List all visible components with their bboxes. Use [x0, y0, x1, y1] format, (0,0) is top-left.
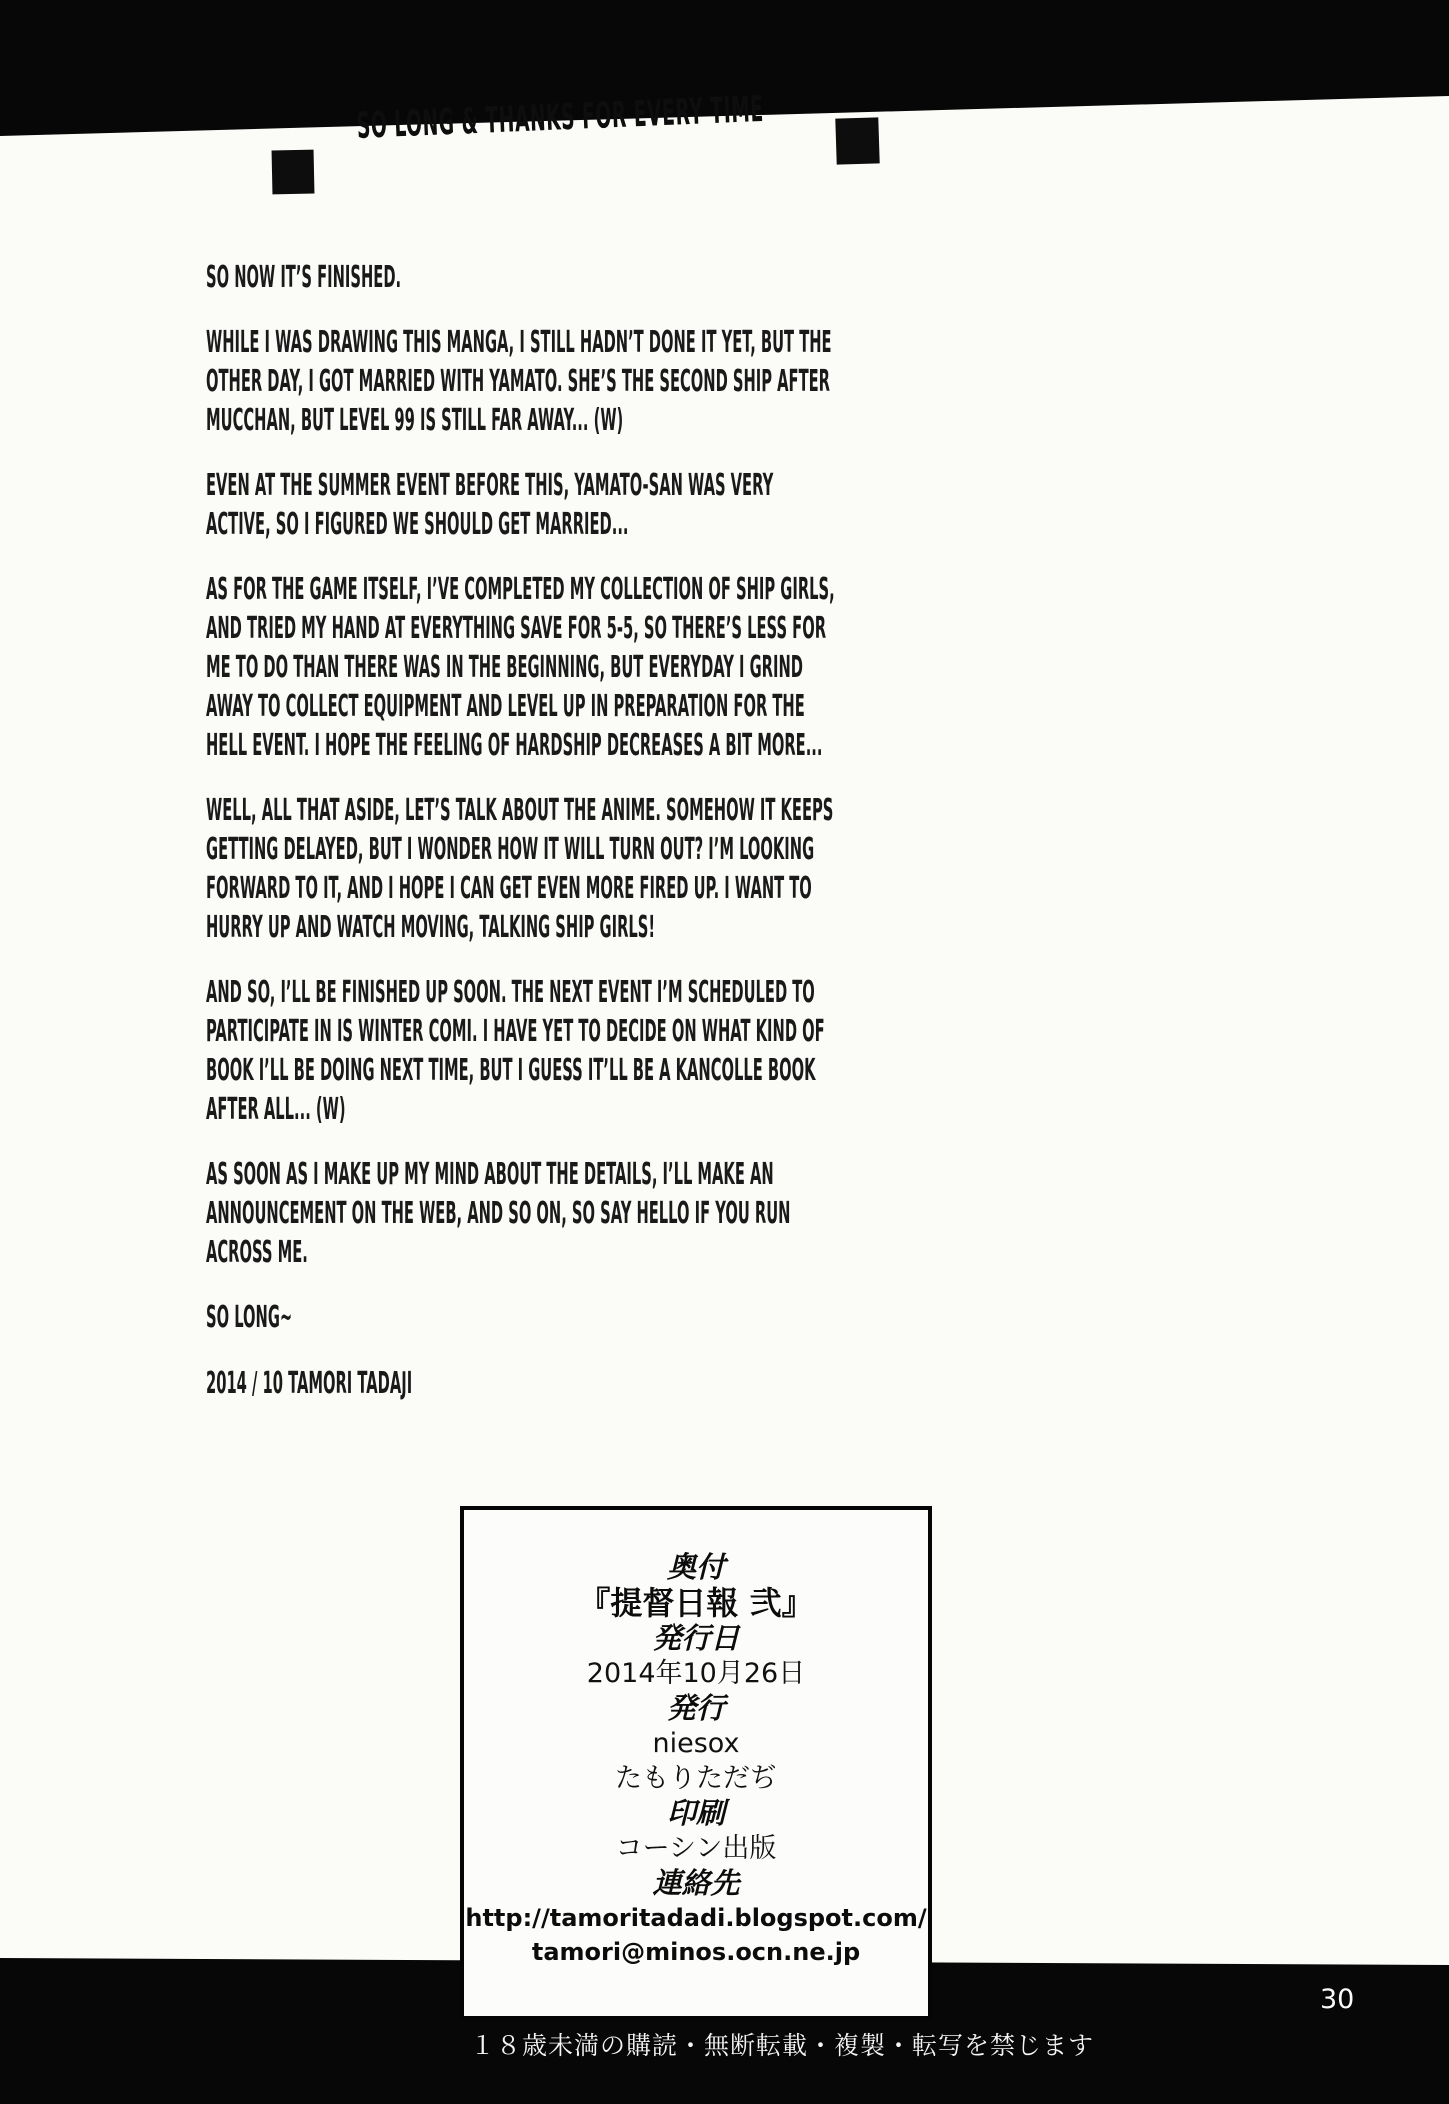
- page-number: 30: [1320, 1984, 1355, 2015]
- age-restriction-notice: １８歳未満の購読・無断転載・複製・転写を禁じます: [470, 2031, 1095, 2060]
- afterword-line: ANNOUNCEMENT ON THE WEB, AND SO ON, SO SAY HELLO IF YOU RUN: [206, 1196, 791, 1231]
- afterword-line: AS SOON AS I MAKE UP MY MIND ABOUT THE DETAILS, I’LL MAKE AN: [206, 1157, 774, 1192]
- afterword-line: FORWARD TO IT, AND I HOPE I CAN GET EVEN MORE FIRED UP. I WANT TO: [206, 871, 812, 906]
- afterword-text-block: [206, 258, 946, 1403]
- colophon-value: たもりただぢ: [615, 1763, 777, 1794]
- colophon-link: tamori@minos.ocn.ne.jp: [531, 1938, 861, 1966]
- afterword-paragraph: [206, 466, 946, 544]
- afterword-line: WELL, ALL THAT ASIDE, LET’S TALK ABOUT THE ANIME. SOMEHOW IT KEEPS: [206, 793, 834, 828]
- afterword-line: AND SO, I’LL BE FINISHED UP SOON. THE NEXT EVENT I’M SCHEDULED TO: [206, 975, 815, 1010]
- afterword-line: PARTICIPATE IN IS WINTER COMI. I HAVE YET TO DECIDE ON WHAT KIND OF: [206, 1014, 825, 1049]
- afterword-paragraph: [206, 1155, 946, 1272]
- afterword-line: AS FOR THE GAME ITSELF, I’VE COMPLETED MY COLLECTION OF SHIP GIRLS,: [206, 572, 835, 607]
- colophon-value: niesox: [652, 1728, 740, 1759]
- colophon-heading: 連絡先: [652, 1866, 740, 1900]
- afterword-line: AWAY TO COLLECT EQUIPMENT AND LEVEL UP IN PREPARATION FOR THE: [206, 689, 805, 724]
- colophon-heading: 奥付: [666, 1550, 725, 1584]
- afterword-line: HURRY UP AND WATCH MOVING, TALKING SHIP GIRLS!: [206, 910, 656, 945]
- afterword-line: ACROSS ME.: [206, 1235, 308, 1270]
- afterword-line: BOOK I’LL BE DOING NEXT TIME, BUT I GUESS IT’LL BE A KANCOLLE BOOK: [206, 1053, 816, 1088]
- afterword-line: OTHER DAY, I GOT MARRIED WITH YAMATO. SHE’S THE SECOND SHIP AFTER: [206, 364, 830, 399]
- afterword-line: MUCCHAN, BUT LEVEL 99 IS STILL FAR AWAY... (W): [206, 403, 624, 438]
- colophon-title: 『提督日報 弐』: [578, 1584, 814, 1622]
- afterword-line: ME TO DO THAN THERE WAS IN THE BEGINNING, BUT EVERYDAY I GRIND: [206, 650, 803, 685]
- colophon-heading: 発行: [666, 1691, 725, 1725]
- page-title: SO LONG & THANKS FOR EVERY TIME: [356, 88, 765, 147]
- afterword-line: HELL EVENT. I HOPE THE FEELING OF HARDSHIP DECREASES A BIT MORE...: [206, 728, 823, 763]
- afterword-line: EVEN AT THE SUMMER EVENT BEFORE THIS, YAMATO-SAN WAS VERY: [206, 468, 774, 503]
- afterword-line: WHILE I WAS DRAWING THIS MANGA, I STILL HADN’T DONE IT YET, BUT THE: [206, 325, 832, 360]
- afterword-line: SO NOW IT’S FINISHED.: [206, 260, 402, 295]
- afterword-line: ACTIVE, SO I FIGURED WE SHOULD GET MARRIED...: [206, 507, 629, 542]
- afterword-paragraph: [206, 570, 946, 765]
- afterword-line: GETTING DELAYED, BUT I WONDER HOW IT WILL TURN OUT? I’M LOOKING: [206, 832, 815, 867]
- afterword-line: AND TRIED MY HAND AT EVERYTHING SAVE FOR 5-5, SO THERE’S LESS FOR: [206, 611, 827, 646]
- afterword-paragraph: [206, 973, 946, 1129]
- afterword-paragraph: [206, 791, 946, 947]
- afterword-paragraph: [206, 258, 946, 297]
- colophon-value: コーシン出版: [615, 1833, 777, 1864]
- signoff: SO LONG~: [206, 1300, 293, 1335]
- colophon-value: 2014年10月26日: [586, 1658, 806, 1689]
- header-square-right-icon: [835, 117, 879, 164]
- colophon-box: [460, 1506, 932, 2020]
- header-square-left-icon: [272, 150, 315, 195]
- afterword-line: AFTER ALL... (W): [206, 1092, 346, 1127]
- byline: 2014 / 10 TAMORI TADAJI: [206, 1366, 413, 1401]
- colophon-heading: 発行日: [652, 1621, 740, 1655]
- colophon-link: http://tamoritadadi.blogspot.com/: [465, 1904, 927, 1932]
- afterword-paragraph: [206, 323, 946, 440]
- colophon-heading: 印刷: [666, 1796, 725, 1830]
